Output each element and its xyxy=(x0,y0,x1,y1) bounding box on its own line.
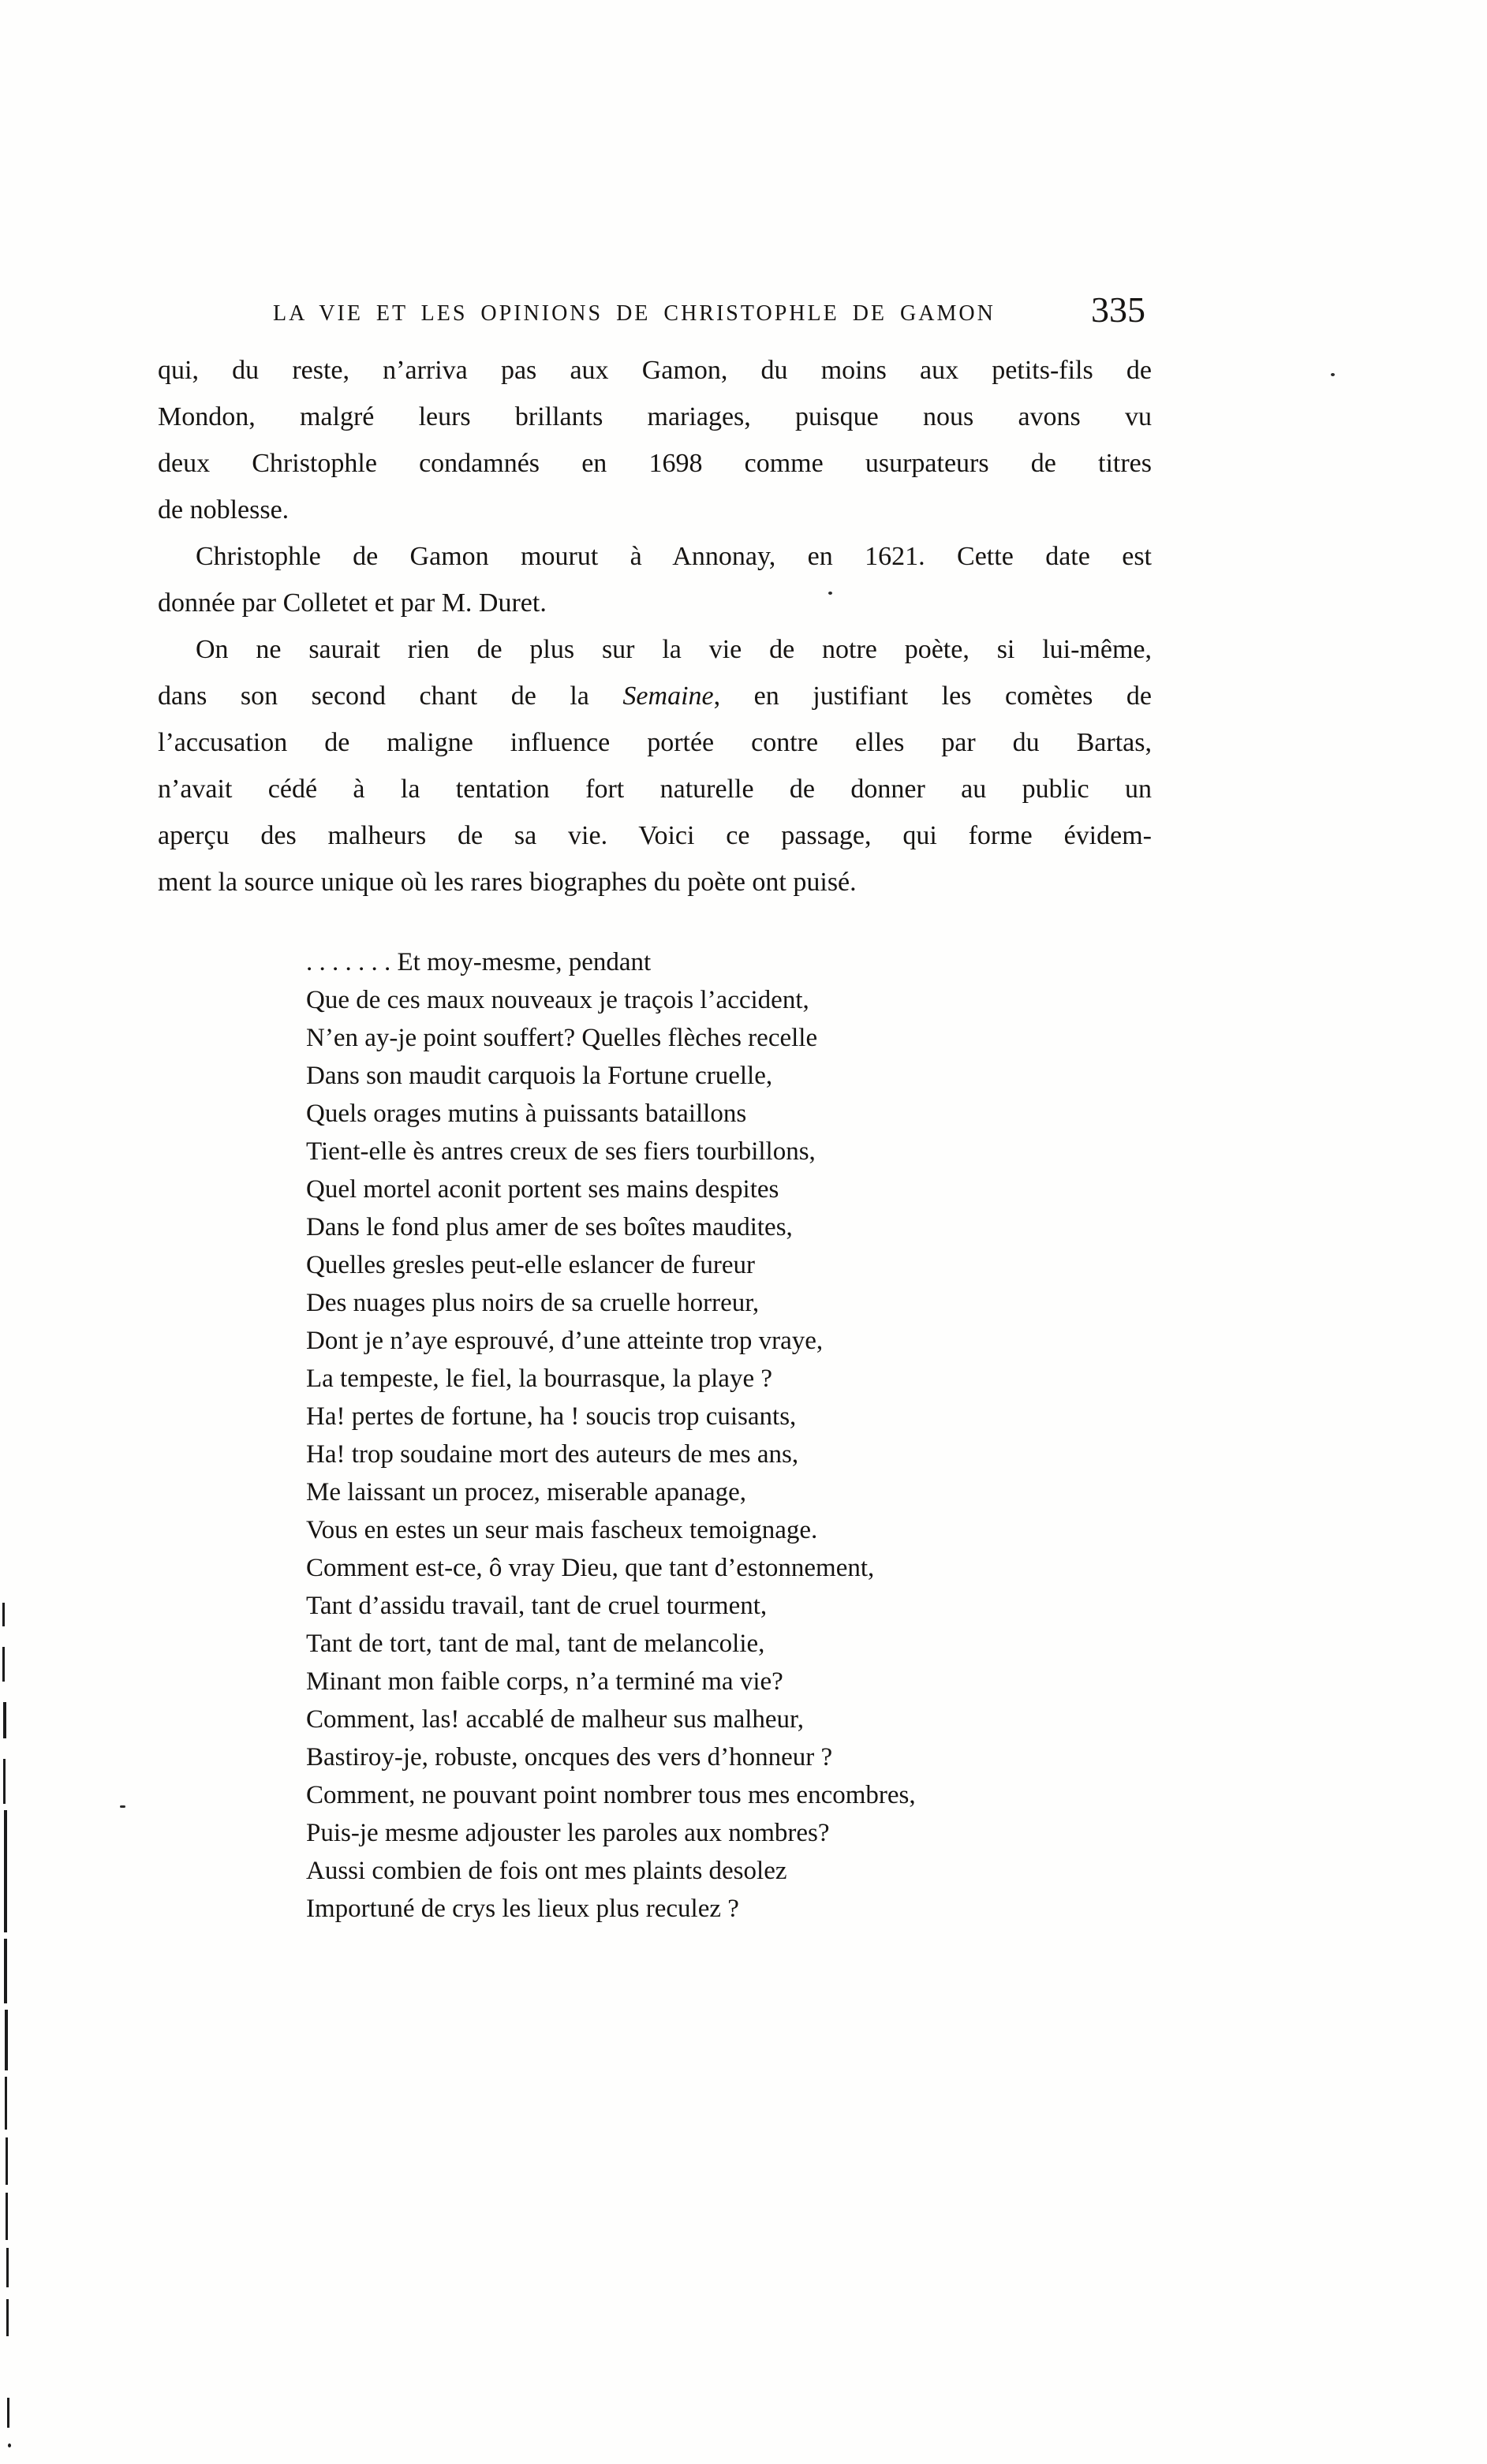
text-line: donnée par Colletet et par M. Duret. xyxy=(158,588,547,618)
text-line: Importuné de crys les lieux plus reculez ? xyxy=(306,1895,739,1923)
ink-speck xyxy=(1331,373,1335,376)
text-line: l’accusation de maligne influence portée contre elles par du Bartas, xyxy=(158,728,1152,757)
text-line: Quelles gresles peut-elle eslancer de fureur xyxy=(306,1251,755,1279)
text-line: aperçu des malheurs de sa vie. Voici ce passage, qui forme évidem- xyxy=(158,821,1152,850)
text-line: Comment, ne pouvant point nombrer tous mes encombres, xyxy=(306,1781,916,1809)
text-line: Minant mon faible corps, n’a terminé ma vie? xyxy=(306,1667,783,1696)
text-line: Comment est-ce, ô vray Dieu, que tant d’estonnement, xyxy=(306,1554,875,1582)
text-line: Me laissant un procez, miserable apanage, xyxy=(306,1478,747,1506)
text-line: Comment, las! accablé de malheur sus malheur, xyxy=(306,1705,804,1734)
text-line: . . . . . . . Et moy-mesme, pendant xyxy=(306,948,652,976)
running-title: LA VIE ET LES OPINIONS DE CHRISTOPHLE DE GAMON xyxy=(273,301,996,326)
text-line: Que de ces maux nouveaux je traçois l’accident, xyxy=(306,986,809,1014)
poem-quote xyxy=(306,943,916,1928)
text-line: n’avait cédé à la tentation fort naturelle de donner au public un xyxy=(158,775,1152,804)
text-line: de noblesse. xyxy=(158,495,290,525)
text-line: Mondon, malgré leurs brillants mariages, puisque nous avons vu xyxy=(158,402,1152,431)
text-line: Aussi combien de fois ont mes plaints desolez xyxy=(306,1857,787,1885)
page-header xyxy=(0,289,1487,344)
text-run: dans son second chant de la xyxy=(158,681,623,711)
text-line: Vous en estes un seur mais fascheux temoignage. xyxy=(306,1516,818,1544)
ink-speck xyxy=(120,1805,125,1808)
text-line: Tient-elle ès antres creux de ses fiers tourbillons, xyxy=(306,1137,816,1166)
text-line: N’en ay-je point souffert? Quelles flèches recelle xyxy=(306,1024,818,1052)
text-line: Dans le fond plus amer de ses boîtes maudites, xyxy=(306,1213,793,1241)
text-line: Dont je n’aye esprouvé, d’une atteinte trop vraye, xyxy=(306,1327,824,1355)
text-line: Ha! trop soudaine mort des auteurs de mes ans, xyxy=(306,1440,799,1469)
italic-text: Semaine xyxy=(622,681,714,711)
text-line: ment la source unique où les rares biographes du poète ont puisé. xyxy=(158,868,857,897)
text-line: On ne saurait rien de plus sur la vie de notre poète, si lui-même, xyxy=(196,635,1152,664)
text-line: Quel mortel aconit portent ses mains despites xyxy=(306,1175,779,1204)
text-line: Christophle de Gamon mourut à Annonay, en 1621. Cette date est xyxy=(196,542,1152,571)
text-line xyxy=(158,673,1152,719)
text-line: Puis-je mesme adjouster les paroles aux nombres? xyxy=(306,1819,830,1847)
text-line: Tant d’assidu travail, tant de cruel tourment, xyxy=(306,1592,768,1620)
text-line: Des nuages plus noirs de sa cruelle horreur, xyxy=(306,1289,760,1317)
ink-speck xyxy=(828,592,832,595)
text-line: deux Christophle condamnés en 1698 comme usurpateurs de titres xyxy=(158,449,1152,478)
body-text xyxy=(158,347,1152,905)
text-line: Ha! pertes de fortune, ha ! soucis trop cuisants, xyxy=(306,1402,797,1431)
text-line: Tant de tort, tant de mal, tant de melancolie, xyxy=(306,1630,765,1658)
page-number: 335 xyxy=(1091,289,1145,330)
text-run: , en justifiant les comètes de xyxy=(713,681,1152,711)
text-line: Bastiroy-je, robuste, oncques des vers d’honneur ? xyxy=(306,1743,833,1771)
text-line: qui, du reste, n’arriva pas aux Gamon, du moins aux petits-fils de xyxy=(158,356,1152,385)
text-line: Dans son maudit carquois la Fortune cruelle, xyxy=(306,1062,773,1090)
text-line: La tempeste, le fiel, la bourrasque, la playe ? xyxy=(306,1365,772,1393)
text-line: Quels orages mutins à puissants bataillons xyxy=(306,1099,747,1128)
